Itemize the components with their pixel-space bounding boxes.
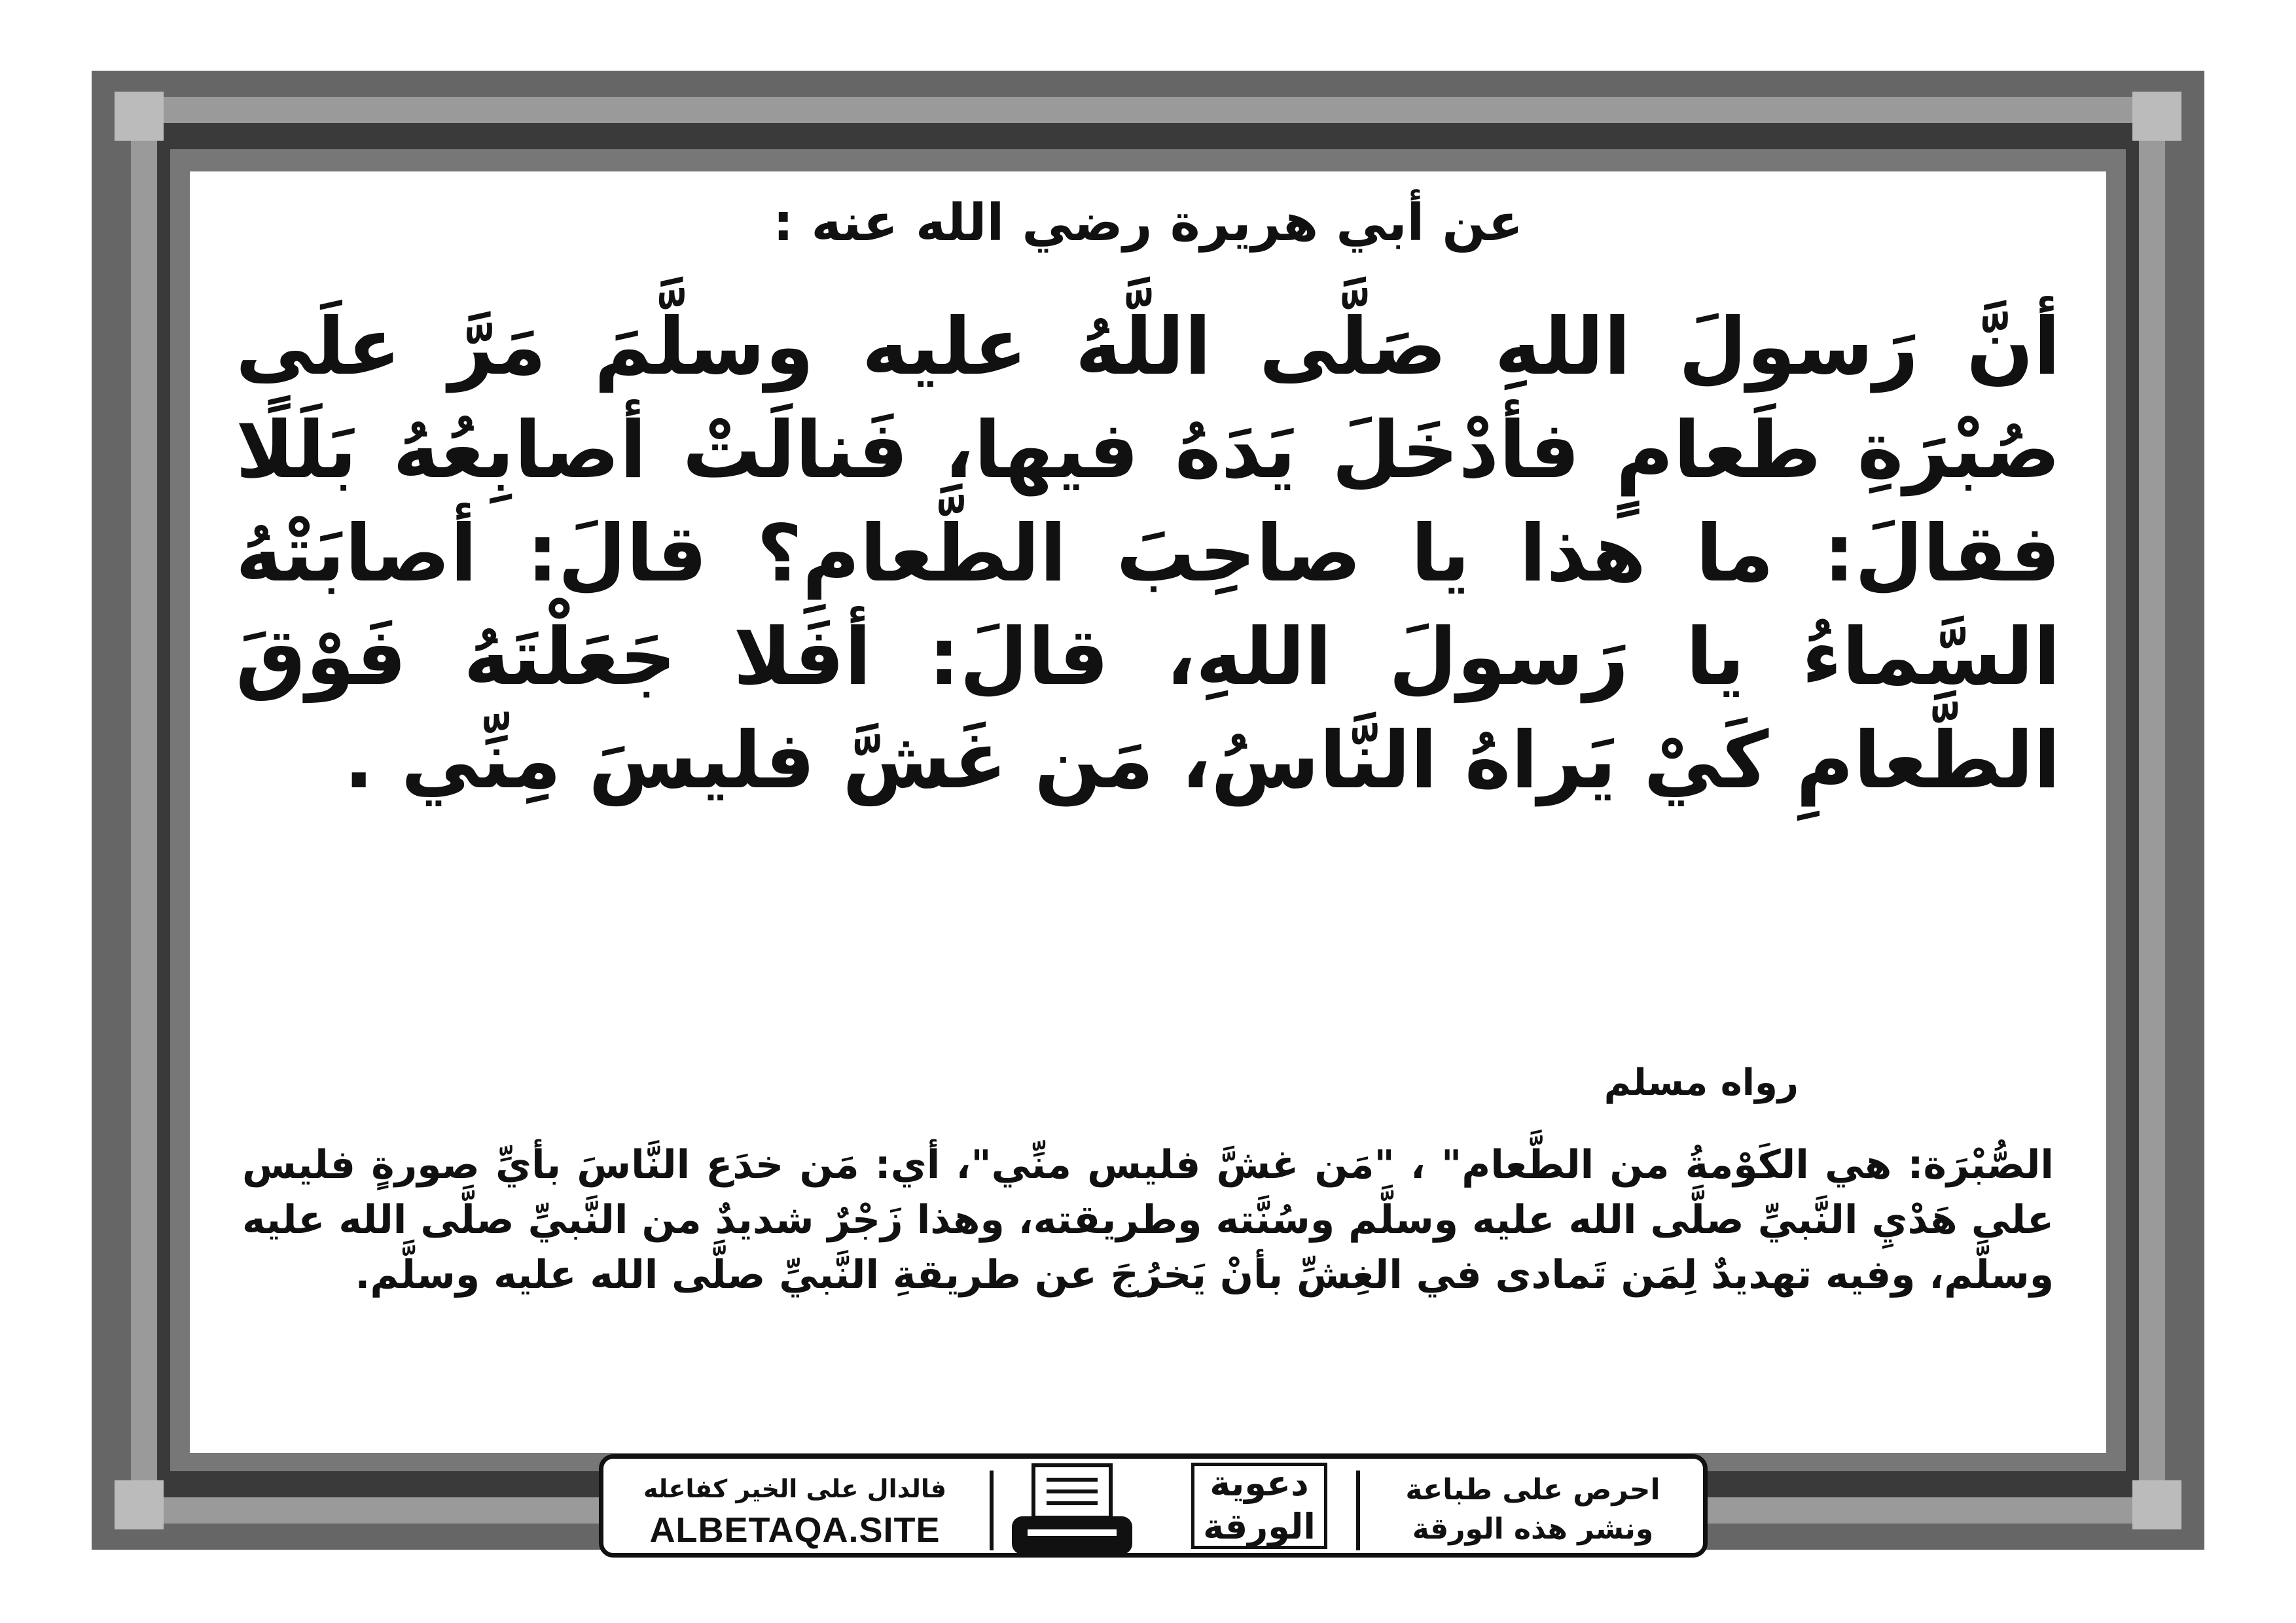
frame-corner-accent: [2132, 1480, 2181, 1529]
footer-website: [603, 1459, 986, 1553]
logo-border: [1191, 1463, 1327, 1549]
hadith-source: رواه مسلم: [1604, 1061, 1799, 1104]
reminder-line-1: احرص على طباعة: [1405, 1473, 1660, 1507]
frame-corner-accent: [115, 1480, 164, 1529]
logo-line-1: دعوية: [1210, 1463, 1309, 1504]
footer-divider: [1356, 1471, 1360, 1550]
reminder-line-2: ونشر هذه الورقة: [1412, 1512, 1654, 1546]
content-panel: [190, 171, 2106, 1453]
footer-logo: [1185, 1459, 1334, 1553]
footer-motto: فالدال على الخير كفاعله: [643, 1474, 947, 1503]
printer-icon: [1004, 1459, 1141, 1553]
hadith-explanation: الصُّبْرَة: هي الكَوْمةُ من الطَّعام" ، "مَن غشَّ فليس منِّي"، أي: مَن خدَع النَّاسَ بأيِّ صورةٍ فليس على هَدْيِ النَّبيِّ صلَّى الله عليه وسلَّم وسُنَّته وطريقته، وهذا زَجْرٌ شديدٌ من النَّبيِّ صلَّى الله عليه وسلَّم، وفيه تهديدٌ لِمَن تَمادى في الغِشِّ بأنْ يَخرُجَ عن طريقةِ النَّبيِّ صلَّى الله عليه وسلَّم.: [242, 1142, 2054, 1298]
frame-corner-accent: [2132, 92, 2181, 141]
logo-line-2: الورقة: [1203, 1506, 1316, 1547]
footer-bar: [599, 1454, 1708, 1558]
footer-site-url: ALBETAQA.SITE: [649, 1510, 941, 1550]
hadith-text: أنَّ رَسولَ اللهِ صَلَّى اللَّهُ عليه وسلَّمَ مَرَّ علَى صُبْرَةِ طَعامٍ فأدْخَلَ يَدَهُ فيها، فَنالَتْ أصابِعُهُ بَلَلًا فقالَ: ما هذا يا صاحِبَ الطَّعامِ؟ قالَ: أصابَتْهُ السَّماءُ يا رَسولَ اللهِ، قالَ: أفَلا جَعَلْتَهُ فَوْقَ الطَّعامِ كَيْ يَراهُ النَّاسُ، مَن غَشَّ فليسَ مِنِّي .: [236, 302, 2060, 806]
footer-divider: [990, 1471, 994, 1550]
footer-reminder: [1363, 1459, 1703, 1553]
frame-corner-accent: [115, 92, 164, 141]
hadith-narrator-intro: عن أبي هريرة رضي الله عنه :: [773, 194, 1523, 253]
